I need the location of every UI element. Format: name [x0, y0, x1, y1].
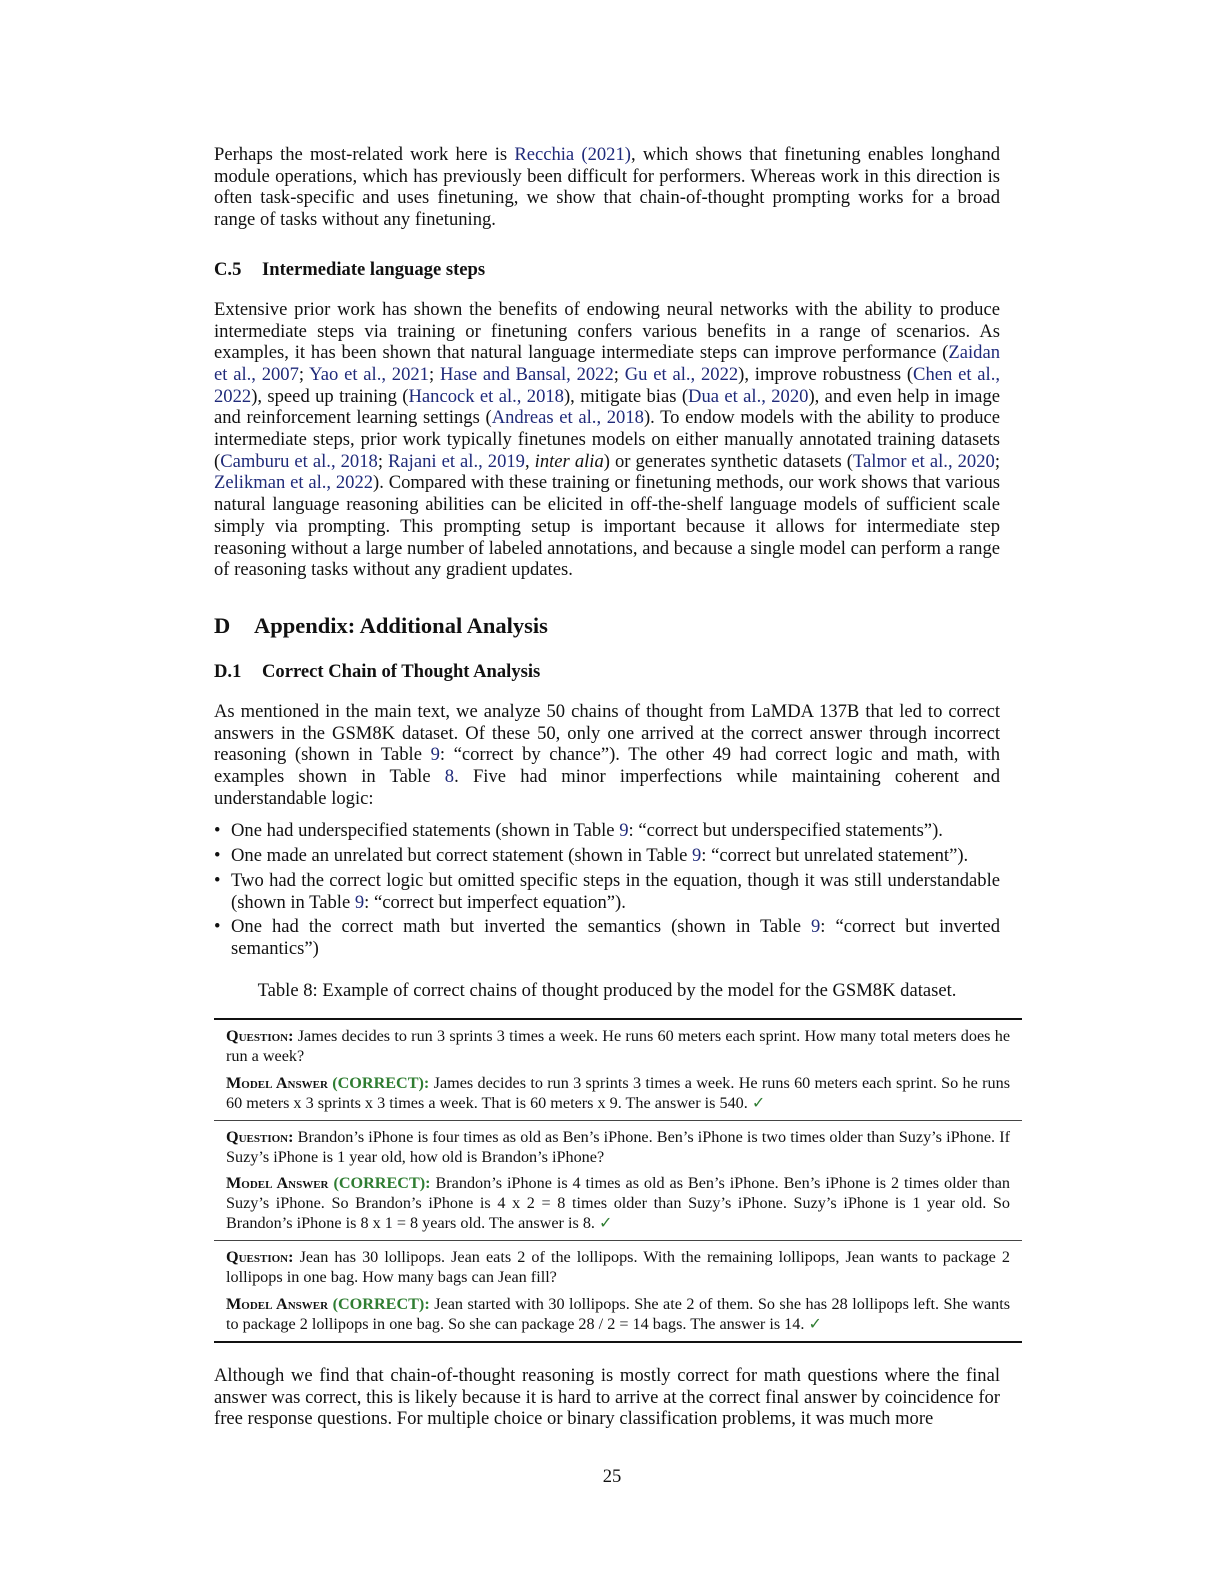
citation-link[interactable]: Camburu et al., 2018 [220, 450, 378, 472]
answer-text: Jean started with 30 lollipops. She ate 2 of them. So she has 28 lollipops left. She wants to package 2 lollipops in one bag. So she can package 28 / 2 = 14 bags. The answer is 14. [226, 1294, 1011, 1333]
answer-text: James decides to run 3 sprints 3 times a week. He runs 60 meters each sprint. So he runs 60 meters x 3 sprints x 3 times a week. That is 60 meters x 9. The answer is 540. [226, 1073, 1011, 1112]
paragraph-final: Although we find that chain-of-thought reasoning is mostly correct for math questions where the final answer was correct, this is likely because it is hard to arrive at the correct final answer by coincidence for free response questions. For multiple choice or binary classification problems, it was much more [214, 1365, 1000, 1430]
section-title: Appendix: Additional Analysis [254, 612, 548, 638]
citation-link[interactable]: Zelikman et al., 2022 [214, 472, 374, 494]
citation-link[interactable]: Rajani et al., 2019 [388, 450, 525, 472]
question-label: Question: [226, 1027, 294, 1045]
citation-link[interactable]: Hancock et al., 2018 [408, 385, 564, 407]
section-heading-d [214, 613, 1000, 639]
citation-link[interactable]: Hase and Bansal, 2022 [439, 363, 614, 385]
paragraph-intermediate-steps: Extensive prior work has shown the benefits of endowing neural networks with the ability to produce intermediate steps via training or finetuning confers various benefits in a range of scenarios. As examples, it has been shown that natural language intermediate steps can improve performance (Zaidan et al., 2007; Yao et al., 2021; Hase and Bansal, 2022; Gu et al., 2022), improve robustness (Chen et al., 2022), speed up training (Hancock et al., 2018), mitigate bias (Dua et al., 2020), and even help in image and reinforcement learning settings (Andreas et al., 2018). To endow models with the ability to produce intermediate steps, prior work typically finetunes models on either manually annotated training datasets (Camburu et al., 2018; Rajani et al., 2019, inter alia) or generates synthetic datasets (Talmor et al., 2020; Zelikman et al., 2022). Compared with these training or finetuning methods, our work shows that various natural language reasoning abilities can be elicited in off-the-shelf language models of sufficient scale simply via prompting. This prompting setup is important because it allows for intermediate step reasoning without a large number of labeled annotations, and because a single model can perform a range of reasoning tasks without any gradient updates. [214, 298, 1001, 581]
checkmark-icon: ✓ [751, 1093, 766, 1112]
paragraph-correct-cot-analysis: As mentioned in the main text, we analyze 50 chains of thought from LaMDA 137B that led to correct answers in the GSM8K dataset. Of these 50, only one arrived at the correct answer through incorrect reasoning (shown in Table 9: “correct by chance”). The other 49 had correct logic and math, with examples shown in Table 8. Five had minor imperfections while maintaining coherent and understandable logic: [214, 700, 1001, 809]
section-heading-c5 [214, 259, 1000, 281]
table-ref-link[interactable]: 9 [691, 845, 702, 867]
question-text: Jean has 30 lollipops. Jean eats 2 of the lollipops. With the remaining lollipops, Jean wants to package 2 lollipops in one bag. How many bags can Jean fill? [226, 1248, 1010, 1287]
table-row [214, 1121, 1022, 1242]
table-ref-link[interactable]: 9 [810, 916, 821, 938]
citation-link[interactable]: Gu et al., 2022 [624, 363, 739, 385]
table-ref-link[interactable]: 8 [444, 766, 455, 788]
correct-label: (CORRECT): [332, 1294, 430, 1313]
table-8 [214, 1018, 1022, 1343]
section-title: Intermediate language steps [262, 258, 486, 280]
answer-text: Brandon’s iPhone is 4 times as old as Ben’s iPhone. Ben’s iPhone is 2 times older than Suzy’s iPhone. So Brandon’s iPhone is 4 x 2 = 8 times older than Suzy’s iPhone. Suzy’s iPhone is 1 year old. So Brandon’s iPhone is 8 x 1 = 8 years old. The answer is 8. [226, 1174, 1011, 1233]
paragraph-related-work: Perhaps the most-related work here is Recchia (2021), which shows that finetuning enables longhand module operations, which has previously been difficult for performers. Whereas work in this direction is often task-specific and uses finetuning, we show that chain-of-thought prompting works for a broad range of tasks without any finetuning. [214, 144, 1000, 231]
list-item: • One had the correct math but inverted the semantics (shown in Table 9: “correct but inverted semantics”) [214, 916, 1000, 959]
citation-link[interactable]: Recchia (2021) [514, 144, 631, 165]
citation-link[interactable]: Zaidan et al., 2007 [214, 342, 1000, 385]
imperfection-list [214, 820, 1000, 959]
question-text: James decides to run 3 sprints 3 times a week. He runs 60 meters each sprint. How many total meters does he run a week? [226, 1027, 1011, 1065]
checkmark-icon: ✓ [808, 1314, 823, 1333]
section-title: Correct Chain of Thought Analysis [262, 660, 541, 682]
table-row [214, 1020, 1022, 1121]
page-number: 25 [602, 1466, 622, 1487]
table-ref-link[interactable]: 9 [354, 891, 365, 913]
list-item: • One had underspecified statements (shown in Table 9: “correct but underspecified statements”). [214, 820, 1000, 842]
correct-label: (CORRECT): [332, 1073, 430, 1092]
page-content [214, 144, 1000, 1002]
checkmark-icon: ✓ [599, 1214, 613, 1233]
answer-label: Model Answer [226, 1294, 329, 1313]
question-label: Question: [226, 1248, 294, 1267]
list-item: • Two had the correct logic but omitted specific steps in the equation, though it was still understandable (shown in Table 9: “correct but imperfect equation”). [214, 870, 1000, 913]
table-row [214, 1241, 1022, 1341]
section-number: C.5 [214, 258, 242, 280]
question-label: Question: [226, 1127, 294, 1146]
list-item: • One made an unrelated but correct statement (shown in Table 9: “correct but unrelated statement”). [214, 845, 1000, 867]
table-caption: Table 8: Example of correct chains of thought produced by the model for the GSM8K dataset. [257, 979, 957, 1001]
section-number: D.1 [214, 660, 242, 682]
answer-label: Model Answer [226, 1174, 329, 1193]
citation-link[interactable]: Yao et al., 2021 [309, 363, 429, 385]
citation-link[interactable]: Dua et al., 2020 [688, 385, 809, 407]
citation-link[interactable]: Andreas et al., 2018 [491, 407, 644, 429]
citation-link[interactable]: Chen et al., 2022 [214, 363, 1001, 407]
table-ref-link[interactable]: 9 [430, 744, 440, 766]
section-heading-d1 [214, 661, 1000, 683]
correct-label: (CORRECT): [333, 1174, 431, 1193]
table-ref-link[interactable]: 9 [619, 820, 629, 842]
question-text: Brandon’s iPhone is four times as old as Ben’s iPhone. Ben’s iPhone is two times older than Suzy’s iPhone. If Suzy’s iPhone is 1 year old, how old is Brandon’s iPhone? [226, 1127, 1011, 1166]
section-number: D [214, 612, 231, 638]
citation-link[interactable]: Talmor et al., 2020 [852, 450, 995, 472]
answer-label: Model Answer [226, 1073, 328, 1092]
